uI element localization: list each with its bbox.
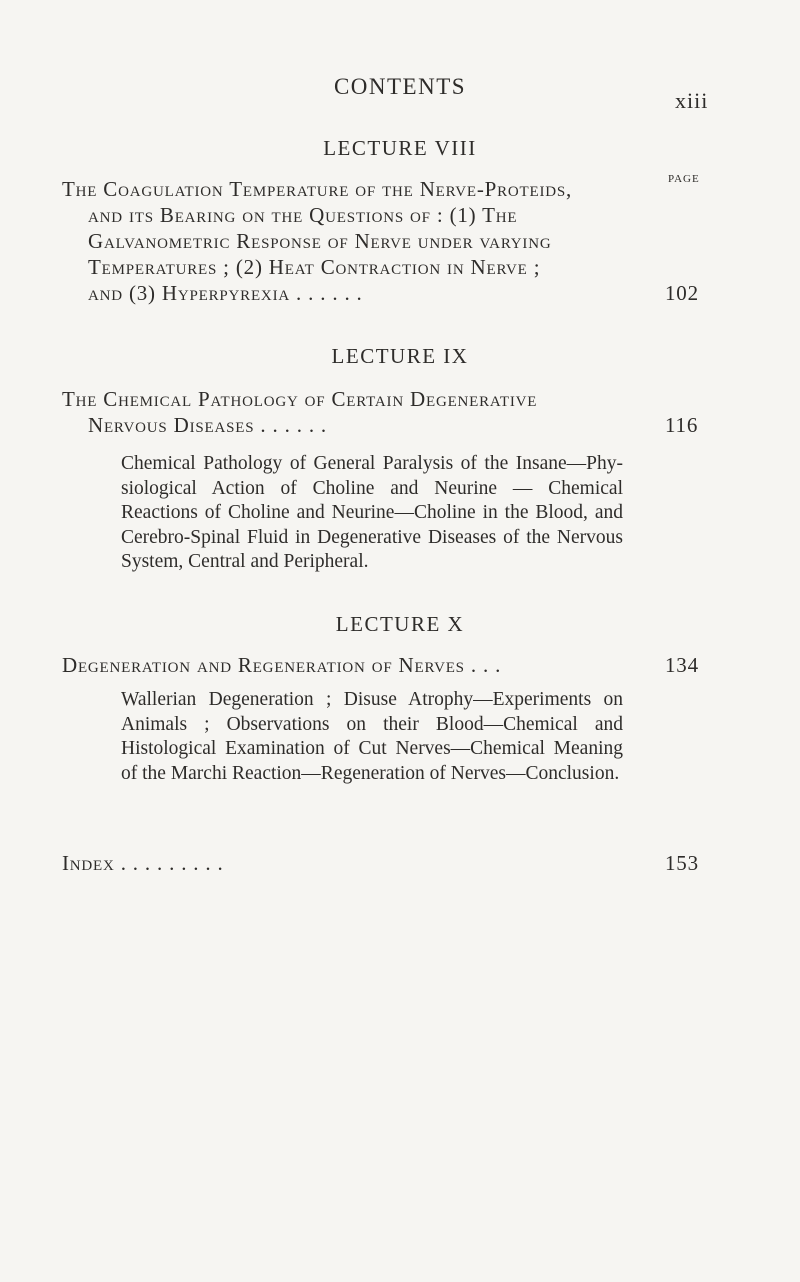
- entry-line: Nervous Diseases . . . . . .: [88, 413, 327, 437]
- index-page-number: 153: [665, 851, 699, 875]
- index-label: Index . . . . . . . . .: [62, 851, 224, 875]
- summary-text: Chemical Pathology of General Paralysis of the Insane—Physiological Action of Choline and Neurine — Chemical Reactions of Choline and Neurine—Choline in the Blood, and Cerebro-Spinal Fluid in Degenerative Diseases of the Nervous System, Central and Peripheral.: [121, 453, 623, 572]
- lecture-9-title: LECTURE IX: [331, 344, 469, 368]
- entry-line: Temperatures ; (2) Heat Contraction in Nerve ;: [88, 255, 541, 279]
- entry-line: The Chemical Pathology of Certain Degenerative: [62, 387, 538, 411]
- summary-text: Wallerian Degeneration ; Disuse Atrophy—Experiments on Animals ; Observations on their Blood—Chemical and Histological Examination of Cut Nerves—Chemical Meaning of the Marchi Reaction—Regeneration of Nerves—Conclusion.: [121, 689, 623, 784]
- page-folio: xiii: [675, 88, 709, 113]
- entry-line: and (3) Hyperpyrexia . . . . . .: [88, 281, 363, 305]
- running-head: CONTENTS: [333, 74, 467, 99]
- lecture-9-page-number: 116: [665, 413, 699, 437]
- lecture-10-page-number: 134: [665, 653, 699, 677]
- lecture-10-title: LECTURE X: [335, 612, 465, 636]
- lecture-10-summary: [121, 688, 623, 786]
- entry-line: The Coagulation Temperature of the Nerve-Proteids,: [62, 177, 573, 201]
- lecture-8-page-number: 102: [665, 281, 699, 305]
- entry-line: Galvanometric Response of Nerve under varying: [88, 229, 552, 253]
- entry-line: and its Bearing on the Questions of : (1) The: [88, 203, 518, 227]
- lecture-8-title: LECTURE VIII: [323, 136, 477, 160]
- entry-line: Degeneration and Regeneration of Nerves . . .: [62, 653, 502, 677]
- lecture-9-summary: [121, 452, 623, 575]
- page-column-label: PAGE: [668, 173, 700, 185]
